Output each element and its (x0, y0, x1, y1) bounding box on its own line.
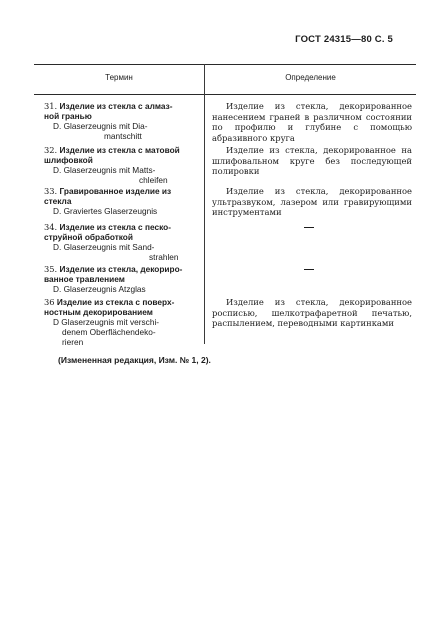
term-german: D. Glaserzeugnis mit Matts- (53, 165, 156, 175)
term-german-cont: mantschitt (104, 131, 142, 141)
term-title-cont: шлифовкой (44, 155, 93, 165)
term-32 (44, 145, 202, 185)
definition-33: Изделие из стекла, декорированное ультразвуком, лазером или гравирующими инструментами (212, 186, 412, 217)
amendment-note: (Измененная редакция, Изм. № 1, 2). (58, 355, 211, 365)
term-title: 35. Изделие из стекла, декориро- (44, 264, 183, 274)
term-german: D. Glaserzeugnis mit Sand- (53, 242, 155, 252)
term-title-cont: ванное травлением (44, 274, 125, 284)
column-header-definition: Определение (285, 73, 336, 82)
term-title: 32. Изделие из стекла с матовой (44, 145, 180, 155)
term-title: 36 Изделие из стекла с поверх- (44, 297, 175, 307)
term-title: 34. Изделие из стекла с песко- (44, 222, 171, 232)
term-german-cont: strahlen (149, 252, 179, 262)
definition-34-dash: — (304, 222, 314, 233)
term-title-cont: ной гранью (44, 111, 92, 121)
column-divider (204, 64, 205, 344)
table-header-rule (34, 94, 416, 95)
page-header: ГОСТ 24315—80 С. 5 (295, 34, 393, 45)
definition-31: Изделие из стекла, декорированное нанесением граней в различном состоянии по профилю и глубине с помощью абразивного круга (212, 101, 412, 143)
term-german: D. Glaserzeugnis Atzglas (53, 284, 146, 294)
table-top-rule (34, 64, 416, 65)
definition-36: Изделие из стекла, декорированное росписью, шелкотрафаретной печатью, распылением, переводными картинками (212, 297, 412, 328)
term-german: D Glaserzeugnis mit verschi- (53, 317, 160, 327)
term-title-cont: струйной обработкой (44, 232, 133, 242)
term-title: 31. Изделие из стекла с алмаз- (44, 101, 173, 111)
term-german-cont: rieren (62, 337, 84, 347)
definition-32: Изделие из стекла, декорированное на шлифовальном круге без последующей полировки (212, 145, 412, 176)
term-title: 33. Гравированное изделие из (44, 186, 172, 196)
term-german-cont: chleifen (139, 175, 168, 185)
term-german: D. Graviertes Glaserzeugnis (53, 206, 158, 216)
term-title-cont: стекла (44, 196, 72, 206)
term-35 (44, 264, 202, 294)
term-title-cont: ностным декорированием (44, 307, 153, 317)
column-header-term: Термин (105, 73, 133, 82)
term-34 (44, 222, 202, 262)
term-german-cont: denem Oberflächendeko- (62, 327, 156, 337)
term-36 (44, 297, 202, 347)
term-33 (44, 186, 202, 216)
term-german: D. Glaserzeugnis mit Dia- (53, 121, 148, 131)
definition-35-dash: — (304, 264, 314, 275)
terms-table (34, 64, 416, 347)
term-31 (44, 101, 202, 141)
